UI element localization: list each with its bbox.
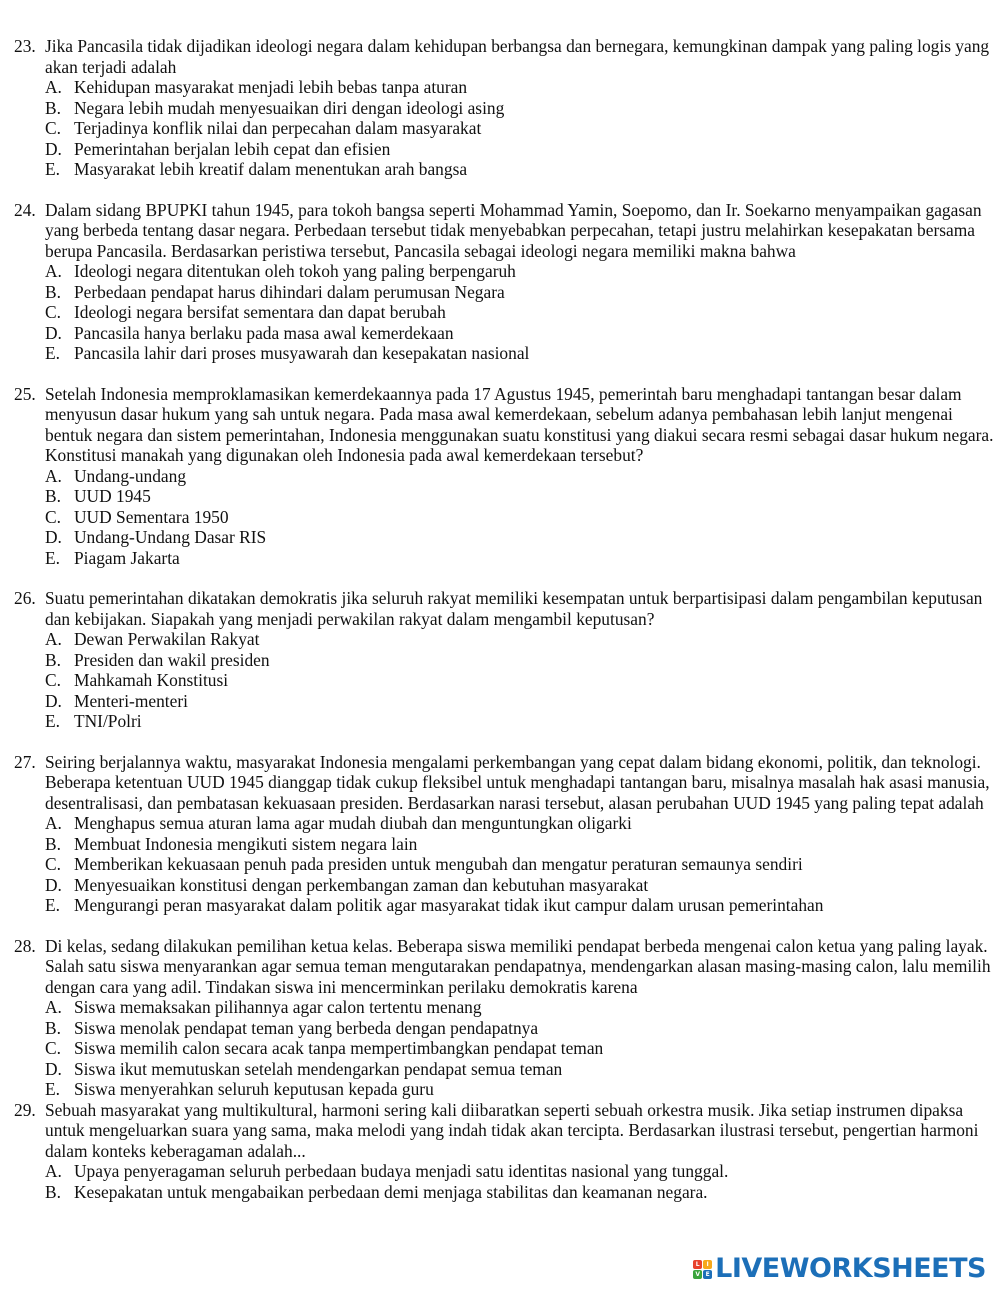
option-text: Siswa memilih calon secara acak tanpa mempertimbangkan pendapat teman [74, 1038, 604, 1058]
option-text: Ideologi negara ditentukan oleh tokoh yang paling berpengaruh [74, 261, 516, 281]
liveworksheets-logo [693, 1254, 986, 1284]
option-text: Kehidupan masyarakat menjadi lebih bebas tanpa aturan [74, 77, 468, 97]
option-letter: E. [45, 159, 60, 179]
option-letter: E. [45, 711, 60, 731]
logo-text: LIVEWORKSHEETS [715, 1253, 986, 1284]
answer-option [45, 691, 1000, 712]
question-number: 23. [14, 36, 36, 56]
option-letter: A. [45, 261, 62, 281]
answer-option [45, 650, 1000, 671]
option-text: Negara lebih mudah menyesuaikan diri dengan ideologi asing [74, 97, 505, 118]
answer-option [45, 139, 1000, 160]
question-stem: Setelah Indonesia memproklamasikan kemerdekaannya pada 17 Agustus 1945, pemerintah baru menghadapi tantangan besar dalam menyusun dasar hukum yang sah untuk negara. Pada masa awal kemerdekaan, sebelum adanya pembahasan lebih lanjut mengenai bentuk negara dan sistem pemerintahan, Indonesia menggunakan suatu konstitusi yang diakui secara resmi sebagai dasar hukum negara. Konstitusi manakah yang digunakan oleh Indonesia pada awal kemerdekaan tersebut? [45, 383, 994, 465]
answer-option [45, 834, 1000, 855]
question-stem: Di kelas, sedang dilakukan pemilihan ketua kelas. Beberapa siswa memiliki pendapat berbeda mengenai calon ketua yang paling layak. Salah satu siswa menyarankan agar semua teman mengutarakan pendapatnya, mendengarkan alasan masing-masing calon, lalu memilih dengan cara yang adil. Tindakan siswa ini mencerminkan perilaku demokratis karena [45, 935, 991, 997]
answer-option [45, 159, 1000, 180]
question-number: 25. [14, 383, 36, 404]
option-letter: E. [45, 343, 60, 363]
option-text: Pancasila lahir dari proses musyawarah dan kesepakatan nasional [74, 343, 530, 363]
option-text: Masyarakat lebih kreatif dalam menentukan arah bangsa [74, 159, 468, 179]
question-23 [0, 36, 1000, 180]
answer-option [45, 629, 1000, 650]
question-stem: Seiring berjalannya waktu, masyarakat Indonesia mengalami perkembangan yang cepat dalam bidang ekonomi, politik, dan teknologi. Beberapa ketentuan UUD 1945 dianggap tidak cukup fleksibel untuk menghadapi tantangan baru, misalnya masalah hak asasi manusia, desentralisasi, dan pembatasan kekuasaan presiden. Berdasarkan narasi tersebut, alasan perubahan UUD 1945 yang paling tepat adalah [45, 751, 990, 813]
option-text: Kesepakatan untuk mengabaikan perbedaan demi menjaga stabilitas dan keamanan negara. [74, 1181, 708, 1202]
option-text: Undang-undang [74, 465, 187, 486]
answer-option [45, 466, 1000, 487]
answer-option [45, 854, 1000, 875]
answer-option [45, 1018, 1000, 1039]
logo-mark-tile: L [693, 1260, 702, 1269]
answer-option [45, 282, 1000, 303]
option-letter: C. [45, 506, 61, 527]
answer-option [45, 548, 1000, 569]
answer-option [45, 323, 1000, 344]
option-text: Membuat Indonesia mengikuti sistem negara lain [74, 833, 418, 854]
option-text: Upaya penyeragaman seluruh perbedaan budaya menjadi satu identitas nasional yang tunggal. [74, 1161, 729, 1181]
option-letter: C. [45, 670, 61, 690]
option-text: Siswa menyerahkan seluruh keputusan kepada guru [74, 1079, 434, 1099]
question-stem: Dalam sidang BPUPKI tahun 1945, para tokoh bangsa seperti Mohammad Yamin, Soepomo, dan Ir. Soekarno menyampaikan gagasan yang berbeda tentang dasar negara. Perbedaan tersebut tidak menyebabkan perpecahan, tetapi justru melahirkan kesepakatan bersama berupa Pancasila. Berdasarkan peristiwa tersebut, Pancasila sebagai ideologi negara memiliki makna bahwa [45, 199, 982, 261]
option-text: TNI/Polri [74, 711, 142, 731]
option-letter: E. [45, 1079, 60, 1099]
question-number: 26. [14, 588, 36, 608]
option-text: Perbedaan pendapat harus dihindari dalam perumusan Negara [74, 281, 505, 302]
answer-option [45, 261, 1000, 282]
option-text: Terjadinya konflik nilai dan perpecahan dalam masyarakat [74, 118, 482, 138]
option-text: Menyesuaikan konstitusi dengan perkembangan zaman dan kebutuhan masyarakat [74, 874, 649, 895]
question-29 [0, 1100, 1000, 1203]
option-letter: B. [45, 1017, 61, 1038]
answer-option [45, 813, 1000, 834]
logo-mark-tile: E [703, 1270, 712, 1279]
question-26 [0, 588, 1000, 732]
answer-option [45, 1059, 1000, 1080]
question-24 [0, 200, 1000, 364]
option-text: UUD 1945 [74, 486, 151, 506]
answer-option [45, 1079, 1000, 1100]
question-28 [0, 936, 1000, 1100]
option-letter: B. [45, 97, 61, 118]
question-stem: Jika Pancasila tidak dijadikan ideologi negara dalam kehidupan berbangsa dan bernegara, kemungkinan dampak yang paling logis yang akan terjadi adalah [45, 36, 990, 77]
option-text: Mahkamah Konstitusi [74, 670, 229, 690]
question-number: 28. [14, 935, 36, 956]
option-text: Piagam Jakarta [74, 547, 180, 568]
option-letter: C. [45, 302, 61, 322]
question-stem: Sebuah masyarakat yang multikultural, harmoni sering kali diibaratkan seperti sebuah orkestra musik. Jika setiap instrumen dipaksa untuk mengeluarkan suara yang sama, maka melodi yang indah tidak akan tercipta. Berdasarkan ilustrasi tersebut, pengertian harmoni dalam konteks keberagaman adalah... [45, 1099, 979, 1161]
logo-mark-tile: I [703, 1260, 712, 1269]
option-letter: E. [45, 547, 60, 568]
option-text: Memberikan kekuasaan penuh pada presiden untuk mengubah dan mengatur peraturan semaunya sendiri [74, 854, 803, 874]
question-stem: Suatu pemerintahan dikatakan demokratis jika seluruh rakyat memiliki kesempatan untuk berpartisipasi dalam pengambilan keputusan dan kebijakan. Siapakah yang menjadi perwakilan rakyat dalam mengambil keputusan? [45, 588, 983, 629]
answer-option [45, 507, 1000, 528]
answer-option [45, 1182, 1000, 1203]
answer-option [45, 1161, 1000, 1182]
option-text: Siswa memaksakan pilihannya agar calon tertentu menang [74, 997, 482, 1017]
answer-option [45, 997, 1000, 1018]
question-number: 27. [14, 751, 36, 772]
option-letter: C. [45, 1038, 61, 1058]
option-letter: A. [45, 997, 62, 1017]
option-letter: B. [45, 649, 61, 670]
option-text: Pancasila hanya berlaku pada masa awal kemerdekaan [74, 322, 454, 343]
question-number: 29. [14, 1099, 36, 1120]
option-letter: B. [45, 486, 61, 506]
option-text: Ideologi negara bersifat sementara dan dapat berubah [74, 302, 446, 322]
answer-option [45, 1038, 1000, 1059]
option-letter: A. [45, 813, 62, 833]
option-letter: B. [45, 1181, 61, 1202]
answer-option [45, 875, 1000, 896]
option-letter: A. [45, 465, 62, 486]
answer-option [45, 98, 1000, 119]
answer-option [45, 77, 1000, 98]
logo-mark-icon [693, 1260, 712, 1279]
option-letter: E. [45, 895, 60, 915]
option-text: Presiden dan wakil presiden [74, 649, 270, 670]
option-letter: D. [45, 1058, 62, 1079]
option-letter: C. [45, 854, 61, 874]
option-letter: D. [45, 874, 62, 895]
option-text: Mengurangi peran masyarakat dalam politik agar masyarakat tidak ikut campur dalam urusan pemerintahan [74, 895, 824, 915]
answer-option [45, 302, 1000, 323]
option-letter: D. [45, 527, 62, 547]
option-letter: D. [45, 322, 62, 343]
option-letter: C. [45, 118, 61, 138]
option-letter: A. [45, 629, 62, 649]
option-text: Siswa menolak pendapat teman yang berbeda dengan pendapatnya [74, 1017, 539, 1038]
option-letter: A. [45, 77, 62, 97]
option-letter: D. [45, 138, 62, 159]
answer-option [45, 118, 1000, 139]
answer-option [45, 670, 1000, 691]
answer-option [45, 527, 1000, 548]
logo-mark-tile: V [693, 1270, 702, 1279]
answer-option [45, 895, 1000, 916]
answer-option [45, 711, 1000, 732]
option-text: Dewan Perwakilan Rakyat [74, 629, 260, 649]
answer-option [45, 486, 1000, 507]
question-25 [0, 384, 1000, 569]
option-letter: B. [45, 833, 61, 854]
option-letter: A. [45, 1161, 62, 1181]
option-text: Undang-Undang Dasar RIS [74, 527, 267, 547]
worksheet-page [0, 36, 1000, 1222]
option-letter: D. [45, 690, 62, 711]
option-text: Siswa ikut memutuskan setelah mendengarkan pendapat semua teman [74, 1058, 563, 1079]
question-number: 24. [14, 199, 36, 220]
option-letter: B. [45, 281, 61, 302]
option-text: UUD Sementara 1950 [74, 506, 229, 527]
question-27 [0, 752, 1000, 916]
answer-option [45, 343, 1000, 364]
option-text: Menteri-menteri [74, 690, 188, 711]
option-text: Pemerintahan berjalan lebih cepat dan efisien [74, 138, 391, 159]
option-text: Menghapus semua aturan lama agar mudah diubah dan menguntungkan oligarki [74, 813, 632, 833]
